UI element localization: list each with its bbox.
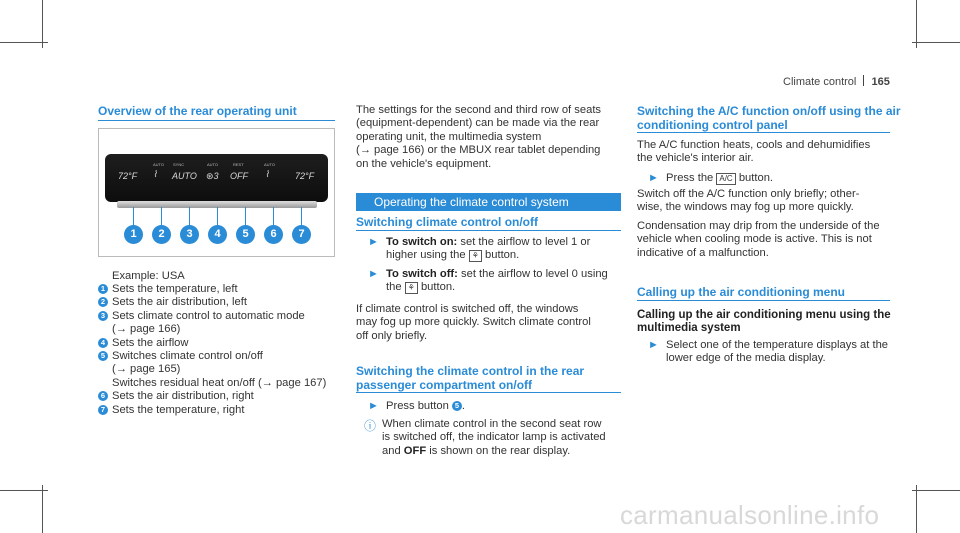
subheading: Switching climate control on/off — [356, 215, 539, 229]
legend-number: 7 — [98, 405, 108, 415]
control-panel — [105, 154, 328, 202]
small-label: AUTO — [264, 162, 276, 167]
heading-rule — [98, 120, 335, 121]
fan-button-icon: ⚘ — [405, 282, 418, 294]
ac-button-icon: A/C — [716, 173, 735, 185]
crop-mark — [912, 490, 960, 491]
step-arrow-icon: ► — [368, 400, 379, 412]
fan-button-icon: ⚘ — [469, 250, 482, 262]
airflow-icon-left: ⌇ — [153, 169, 158, 179]
step-arrow-icon: ► — [648, 172, 659, 184]
small-label: AUTO — [153, 162, 165, 167]
callout-leader — [133, 207, 134, 225]
figure-caption: Example: USA — [112, 270, 185, 282]
airflow-icon-right: ⌇ — [265, 169, 270, 179]
crop-mark — [916, 485, 917, 533]
callout-leader — [217, 207, 218, 225]
legend-number: 2 — [98, 297, 108, 307]
callout-leader — [301, 207, 302, 225]
legend-text: Sets the temperature, right — [112, 403, 245, 416]
left-temp-display: 72°F — [118, 171, 138, 181]
section-heading: Switching the A/C function on/off using the air conditioning control panel — [637, 104, 901, 132]
callout-number: 7 — [292, 225, 311, 244]
legend-text: Sets climate control to automatic mode — [112, 309, 305, 322]
crop-mark — [42, 485, 43, 533]
page-number: 165 — [871, 76, 890, 88]
intro-paragraph: The settings for the second and third row of seats (equipment-dependent) can be made via the rear operating unit, the multimedia system (→ page 166) or the MBUX rear tablet depending on the vehicle's equipment. — [356, 104, 602, 170]
callout-badge: 5 — [452, 401, 462, 411]
off-display: OFF — [230, 171, 248, 181]
warning-paragraph: If climate control is switched off, the windows may fog up more quickly. Switch climate control off only briefly. — [356, 303, 591, 342]
callout-number: 3 — [180, 225, 199, 244]
page-header — [783, 75, 890, 88]
ac-warning: Switch off the A/C function only briefly; other- wise, the windows may fog up more quickly. — [637, 188, 860, 214]
legend-text: Switches climate control on/off — [112, 350, 263, 362]
crop-mark — [912, 42, 960, 43]
legend-text: Switches residual heat on/off (→ page 167) — [112, 376, 327, 389]
crop-mark — [0, 490, 48, 491]
callout-leader — [161, 207, 162, 225]
callout-number: 2 — [152, 225, 171, 244]
legend-number: 6 — [98, 391, 108, 401]
callout-leader — [245, 207, 246, 225]
small-label: AUTO — [207, 162, 219, 167]
legend-number: 4 — [98, 338, 108, 348]
step-arrow-icon: ► — [368, 268, 379, 280]
legend-text: Sets the air distribution, left — [112, 296, 247, 309]
legend-number: 1 — [98, 284, 108, 294]
callout-number: 6 — [264, 225, 283, 244]
small-label: SYNC — [173, 162, 185, 167]
fan-level-display: ⊛3 — [206, 171, 219, 181]
subheading-rule — [356, 230, 621, 231]
callout-leader — [189, 207, 190, 225]
legend-number: 3 — [98, 311, 108, 321]
legend-text: (→ page 165) — [112, 363, 181, 376]
subheading-rule — [356, 392, 621, 393]
right-temp-display: 72°F — [295, 171, 315, 181]
step-arrow-icon: ► — [368, 236, 379, 248]
crop-mark — [42, 0, 43, 48]
callout-number: 4 — [208, 225, 227, 244]
small-label: REST — [233, 162, 244, 167]
step-arrow-icon: ► — [648, 339, 659, 351]
header-title: Climate control — [783, 76, 857, 88]
auto-display: AUTO — [172, 171, 197, 181]
legend-text: Sets the temperature, left — [112, 283, 238, 295]
subheading: Switching the climate control in the rear passenger compartment on/off — [356, 364, 585, 392]
ac-description: The A/C function heats, cools and dehumidifies the vehicle's interior air. — [637, 139, 871, 165]
legend-text: Sets the airflow — [112, 336, 189, 349]
heading-rule — [637, 132, 890, 133]
callout-number: 5 — [236, 225, 255, 244]
condensation-note: Condensation may drip from the underside of the vehicle when cooling mode is active. This is not indicative of a malfunction. — [637, 220, 880, 259]
legend-text: (→ page 166) — [112, 323, 181, 336]
section-banner: Operating the climate control system — [356, 193, 621, 211]
subheading-rule — [637, 300, 890, 301]
procedure-title: Calling up the air conditioning menu using the multimedia system — [637, 309, 891, 334]
section-heading: Overview of the rear operating unit — [98, 104, 297, 118]
crop-mark — [0, 42, 48, 43]
callout-leader — [273, 207, 274, 225]
crop-mark — [916, 0, 917, 48]
info-icon: ⓘ — [364, 419, 377, 433]
legend-number: 5 — [98, 351, 108, 361]
subheading: Calling up the air conditioning menu — [637, 285, 845, 299]
callout-number: 1 — [124, 225, 143, 244]
watermark: carmanualsonline.info — [620, 500, 880, 530]
rear-operating-unit-illustration — [98, 128, 335, 257]
legend-text: Sets the air distribution, right — [112, 390, 254, 403]
